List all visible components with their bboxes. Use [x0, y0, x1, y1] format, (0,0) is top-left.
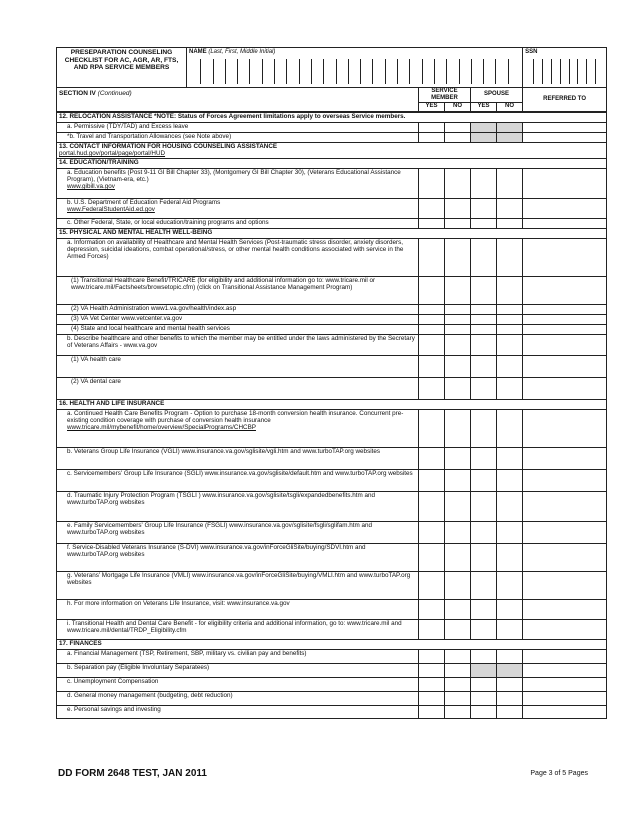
- sm-no-checkbox[interactable]: [445, 276, 471, 304]
- referred-to-field[interactable]: [523, 649, 607, 663]
- item-text: a. Continued Health Care Benefits Program - Option to purchase 18-month conversion health insurance. Concurrent pre-existing condition coverage with purchase of conversion health insurance www.tricare.mil/mybenefit/home/overview/SpecialPrograms/CHCBP: [57, 409, 419, 447]
- ssn-field[interactable]: [523, 48, 607, 88]
- spouse-col: SPOUSE: [471, 88, 523, 103]
- section-row: [57, 399, 607, 409]
- url-link[interactable]: www.gibill.va.gov: [67, 183, 115, 191]
- url-link[interactable]: www.FederalStudentAid.ed.gov: [67, 205, 155, 213]
- referred-to-field[interactable]: [523, 619, 607, 639]
- sm-yes: YES: [419, 103, 445, 112]
- sm-yes-checkbox[interactable]: [419, 543, 445, 571]
- sm-yes-checkbox[interactable]: [419, 377, 445, 399]
- section-title: 16. HEALTH AND LIFE INSURANCE: [57, 399, 607, 409]
- sm-no-checkbox[interactable]: [445, 123, 471, 133]
- item-text: *b. Travel and Transportation Allowances (see Note above): [57, 133, 419, 143]
- checklist-item-row: [57, 491, 607, 521]
- referred-to-field[interactable]: [523, 469, 607, 491]
- section-title: 12. RELOCATION ASSISTANCE *NOTE: Status of Forces Agreement limitations apply to overseas Service members.: [57, 113, 607, 123]
- sp-yes-checkbox[interactable]: [471, 133, 497, 143]
- checklist-item-row: [57, 705, 607, 718]
- sp-yes-checkbox[interactable]: [471, 447, 497, 469]
- checklist-item-row: [57, 599, 607, 619]
- sp-yes-checkbox[interactable]: [471, 705, 497, 718]
- sm-yes-checkbox[interactable]: [419, 677, 445, 691]
- sm-yes-checkbox[interactable]: [419, 649, 445, 663]
- referred-to-field[interactable]: [523, 334, 607, 355]
- sp-no-checkbox[interactable]: [497, 447, 523, 469]
- sm-no-checkbox[interactable]: [445, 377, 471, 399]
- sp-no-checkbox[interactable]: [497, 663, 523, 677]
- checklist-item-row: [57, 377, 607, 399]
- sp-yes-checkbox[interactable]: [471, 324, 497, 334]
- sp-no-checkbox[interactable]: [497, 198, 523, 218]
- checklist-item-row: [57, 355, 607, 377]
- item-text: g. Veterans' Mortgage Life Insurance (VMLI) www.insurance.va.gov/inForceGliSite/buying/VMLI.htm and www.turboTAP.org websites: [57, 571, 419, 599]
- checklist-item-row: [57, 276, 607, 304]
- sm-yes-checkbox[interactable]: [419, 663, 445, 677]
- item-text: a. Financial Management (TSP, Retirement, SBP, military vs. civilian pay and benefits): [57, 649, 419, 663]
- sm-no-checkbox[interactable]: [445, 521, 471, 543]
- name-field[interactable]: [187, 48, 523, 88]
- checklist-item-row: [57, 447, 607, 469]
- sp-yes-checkbox[interactable]: [471, 409, 497, 447]
- sm-yes-checkbox[interactable]: [419, 324, 445, 334]
- sp-yes-checkbox[interactable]: [471, 491, 497, 521]
- sm-no: NO: [445, 103, 471, 112]
- checklist-table: [56, 112, 607, 719]
- item-text: b. U.S. Department of Education Federal Aid Programs www.FederalStudentAid.ed.gov: [57, 198, 419, 218]
- checklist-item-row: [57, 663, 607, 677]
- sm-yes-checkbox[interactable]: [419, 168, 445, 198]
- sp-no-checkbox[interactable]: [497, 599, 523, 619]
- sm-yes-checkbox[interactable]: [419, 571, 445, 599]
- checklist-item-row: [57, 168, 607, 198]
- checklist-item-row: [57, 133, 607, 143]
- checklist-item-row: [57, 218, 607, 228]
- sp-yes-checkbox[interactable]: [471, 198, 497, 218]
- referred-to-field[interactable]: [523, 324, 607, 334]
- sm-no-checkbox[interactable]: [445, 198, 471, 218]
- referred-to-field[interactable]: [523, 314, 607, 324]
- sm-no-checkbox[interactable]: [445, 691, 471, 705]
- referred-to-field[interactable]: [523, 409, 607, 447]
- sp-yes-checkbox[interactable]: [471, 469, 497, 491]
- sp-no-checkbox[interactable]: [497, 218, 523, 228]
- sp-yes-checkbox[interactable]: [471, 619, 497, 639]
- sp-no-checkbox[interactable]: [497, 276, 523, 304]
- sm-no-checkbox[interactable]: [445, 324, 471, 334]
- sm-yes-checkbox[interactable]: [419, 314, 445, 324]
- sm-no-checkbox[interactable]: [445, 238, 471, 276]
- sm-no-checkbox[interactable]: [445, 491, 471, 521]
- item-text: (1) VA health care: [57, 355, 419, 377]
- ssn-boxes[interactable]: [525, 59, 604, 84]
- name-label: NAME: [189, 49, 207, 55]
- ssn-label: SSN: [525, 49, 538, 55]
- sm-no-checkbox[interactable]: [445, 168, 471, 198]
- checklist-item-row: [57, 334, 607, 355]
- checklist-form: [56, 47, 586, 719]
- item-text: i. Transitional Health and Dental Care Benefit - for eligibility criteria and additional information, go to: www.tricare.mil and www.tricare.mil/dental/TRDP_Eligibility.cfm: [57, 619, 419, 639]
- sm-no-checkbox[interactable]: [445, 133, 471, 143]
- sm-yes-checkbox[interactable]: [419, 238, 445, 276]
- item-text: f. Service-Disabled Veterans Insurance (S-DVI) www.insurance.va.gov/inForceGliSite/buying/SDVI.htm and www.turboTAP.org websites: [57, 543, 419, 571]
- sp-yes-checkbox[interactable]: [471, 304, 497, 314]
- sp-no-checkbox[interactable]: [497, 521, 523, 543]
- sp-no-checkbox[interactable]: [497, 705, 523, 718]
- sp-yes-checkbox[interactable]: [471, 218, 497, 228]
- referred-to-field[interactable]: [523, 571, 607, 599]
- sp-yes-checkbox[interactable]: [471, 334, 497, 355]
- sm-yes-checkbox[interactable]: [419, 123, 445, 133]
- sp-no-checkbox[interactable]: [497, 377, 523, 399]
- sp-no-checkbox[interactable]: [497, 677, 523, 691]
- sp-no-checkbox[interactable]: [497, 314, 523, 324]
- service-member-col: SERVICE MEMBER: [419, 88, 471, 103]
- sm-no-checkbox[interactable]: [445, 599, 471, 619]
- item-text: (1) Transitional Healthcare Benefit/TRICARE (for eligibility and additional information go to: www.tricare.mil or www.tricare.mil/Factsheets/browsetopic.cfm) (click on Transitional Assistance Management Program): [57, 276, 419, 304]
- sp-no-checkbox[interactable]: [497, 238, 523, 276]
- sp-yes-checkbox[interactable]: [471, 355, 497, 377]
- sm-yes-checkbox[interactable]: [419, 447, 445, 469]
- referred-to-field[interactable]: [523, 238, 607, 276]
- checklist-item-row: [57, 543, 607, 571]
- item-text: (2) VA dental care: [57, 377, 419, 399]
- sm-no-checkbox[interactable]: [445, 677, 471, 691]
- sp-no-checkbox[interactable]: [497, 334, 523, 355]
- form-title: PRESEPARATION COUNSELING CHECKLIST FOR AC, AGR, AR, FTS, AND RPA SERVICE MEMBERS: [57, 48, 187, 88]
- sp-no-checkbox[interactable]: [497, 304, 523, 314]
- item-text: d. Traumatic Injury Protection Program (TSGLI ) www.insurance.va.gov/sglisite/tsgli/expandedbenefits.htm and www.turboTAP.org websites: [57, 491, 419, 521]
- item-text: b. Veterans Group Life Insurance (VGLI) www.insurance.va.gov/sglisite/vgli.htm and www.turboTAP.org websites: [57, 447, 419, 469]
- section-row: [57, 228, 607, 238]
- sp-yes-checkbox[interactable]: [471, 377, 497, 399]
- sm-yes-checkbox[interactable]: [419, 491, 445, 521]
- sp-yes-checkbox[interactable]: [471, 543, 497, 571]
- referred-to-field[interactable]: [523, 691, 607, 705]
- referred-to-field[interactable]: [523, 543, 607, 571]
- sp-yes-checkbox[interactable]: [471, 691, 497, 705]
- referred-to-field[interactable]: [523, 355, 607, 377]
- section-row: [57, 113, 607, 123]
- sp-no-checkbox[interactable]: [497, 649, 523, 663]
- sm-yes-checkbox[interactable]: [419, 521, 445, 543]
- header-table: [56, 47, 607, 112]
- name-boxes[interactable]: [189, 59, 520, 84]
- sp-yes-checkbox[interactable]: [471, 314, 497, 324]
- item-text: b. Separation pay (Eligible Involuntary Separatees): [57, 663, 419, 677]
- referred-to-field[interactable]: [523, 218, 607, 228]
- sp-no-checkbox[interactable]: [497, 355, 523, 377]
- sm-no-checkbox[interactable]: [445, 409, 471, 447]
- item-text: a. Information on availability of Healthcare and Mental Health Services (Post-traumatic stress disorder, anxiety disorders, depression, suicidal ideations, combat operational/stress, or other mental health conditions associated with service in the Armed Forces): [57, 238, 419, 276]
- sp-no-checkbox[interactable]: [497, 491, 523, 521]
- item-text: (2) VA Health Administration www1.va.gov/health/index.asp: [57, 304, 419, 314]
- referred-to-field[interactable]: [523, 377, 607, 399]
- checklist-item-row: [57, 314, 607, 324]
- item-text: c. Unemployment Compensation: [57, 677, 419, 691]
- referred-to-field[interactable]: [523, 304, 607, 314]
- name-hint: (Last, First, Middle Initial): [208, 49, 276, 55]
- checklist-item-row: [57, 521, 607, 543]
- sm-yes-checkbox[interactable]: [419, 469, 445, 491]
- item-text: e. Family Servicemembers' Group Life Insurance (FSGLI) www.insurance.va.gov/sglisite/fsgli/sglifam.htm and www.turboTAP.org websites: [57, 521, 419, 543]
- sm-no-checkbox[interactable]: [445, 619, 471, 639]
- section-title: 14. EDUCATION/TRAINING: [57, 158, 607, 168]
- sp-yes-checkbox[interactable]: [471, 238, 497, 276]
- sm-yes-checkbox[interactable]: [419, 133, 445, 143]
- sp-no-checkbox[interactable]: [497, 168, 523, 198]
- checklist-item-row: [57, 649, 607, 663]
- item-text: (3) VA Vet Center www.vetcenter.va.gov: [57, 314, 419, 324]
- sm-yes-checkbox[interactable]: [419, 599, 445, 619]
- item-text: b. Describe healthcare and other benefits to which the member may be entitled under the laws administered by the Secretary of Veterans Affairs - www.va.gov: [57, 334, 419, 355]
- referred-to-field[interactable]: [523, 705, 607, 718]
- item-text: a. Permissive (TDY/TAD) and Excess leave: [57, 123, 419, 133]
- sp-no-checkbox[interactable]: [497, 409, 523, 447]
- sm-no-checkbox[interactable]: [445, 314, 471, 324]
- sp-yes: YES: [471, 103, 497, 112]
- checklist-item-row: [57, 324, 607, 334]
- item-text: (4) State and local healthcare and mental health services: [57, 324, 419, 334]
- item-text: e. Personal savings and investing: [57, 705, 419, 718]
- sm-no-checkbox[interactable]: [445, 663, 471, 677]
- checklist-item-row: [57, 304, 607, 314]
- checklist-item-row: [57, 469, 607, 491]
- sp-yes-checkbox[interactable]: [471, 677, 497, 691]
- sm-yes-checkbox[interactable]: [419, 218, 445, 228]
- sm-no-checkbox[interactable]: [445, 571, 471, 599]
- referred-to-field[interactable]: [523, 663, 607, 677]
- referred-to-field[interactable]: [523, 521, 607, 543]
- section-row: [57, 158, 607, 168]
- section-row: [57, 143, 607, 159]
- checklist-item-row: [57, 571, 607, 599]
- checklist-item-row: [57, 619, 607, 639]
- sm-no-checkbox[interactable]: [445, 469, 471, 491]
- sp-no-checkbox[interactable]: [497, 571, 523, 599]
- form-number: DD FORM 2648 TEST, JAN 2011: [58, 768, 207, 779]
- referred-to-field[interactable]: [523, 599, 607, 619]
- sm-no-checkbox[interactable]: [445, 649, 471, 663]
- sm-yes-checkbox[interactable]: [419, 705, 445, 718]
- item-text: d. General money management (budgeting, debt reduction): [57, 691, 419, 705]
- sp-no: NO: [497, 103, 523, 112]
- checklist-item-row: [57, 198, 607, 218]
- sm-yes-checkbox[interactable]: [419, 304, 445, 314]
- sp-no-checkbox[interactable]: [497, 691, 523, 705]
- checklist-item-row: [57, 409, 607, 447]
- referred-to-field[interactable]: [523, 123, 607, 133]
- referred-to-field[interactable]: [523, 491, 607, 521]
- sp-yes-checkbox[interactable]: [471, 276, 497, 304]
- section-row: [57, 639, 607, 649]
- sm-no-checkbox[interactable]: [445, 334, 471, 355]
- sm-yes-checkbox[interactable]: [419, 334, 445, 355]
- url-link[interactable]: www.tricare.mil/mybenefit/home/overview/SpecialPrograms/CHCBP: [67, 424, 256, 432]
- sp-no-checkbox[interactable]: [497, 543, 523, 571]
- sp-no-checkbox[interactable]: [497, 469, 523, 491]
- referred-to-field[interactable]: [523, 677, 607, 691]
- sp-yes-checkbox[interactable]: [471, 599, 497, 619]
- sm-yes-checkbox[interactable]: [419, 355, 445, 377]
- url-link[interactable]: portal.hud.gov/portal/page/portal/HUD: [59, 150, 166, 158]
- sp-yes-checkbox[interactable]: [471, 123, 497, 133]
- item-text: h. For more information on Veterans Life Insurance, visit: www.insurance.va.gov: [57, 599, 419, 619]
- referred-to-field[interactable]: [523, 276, 607, 304]
- sp-no-checkbox[interactable]: [497, 619, 523, 639]
- referred-to-field[interactable]: [523, 447, 607, 469]
- sm-no-checkbox[interactable]: [445, 355, 471, 377]
- referred-to-col: REFERRED TO: [523, 88, 607, 112]
- checklist-item-row: [57, 123, 607, 133]
- sm-yes-checkbox[interactable]: [419, 619, 445, 639]
- sp-yes-checkbox[interactable]: [471, 649, 497, 663]
- page-number: Page 3 of 5 Pages: [530, 770, 588, 777]
- sm-no-checkbox[interactable]: [445, 304, 471, 314]
- item-text: c. Other Federal, State, or local education/training programs and options: [57, 218, 419, 228]
- referred-to-field[interactable]: [523, 133, 607, 143]
- checklist-item-row: [57, 238, 607, 276]
- checklist-item-row: [57, 691, 607, 705]
- sp-no-checkbox[interactable]: [497, 123, 523, 133]
- item-text: a. Education benefits (Post 9-11 GI Bill Chapter 33), (Montgomery GI Bill Chapter 30), (Veterans Educational Assistance Program), (Vietnam-era, etc.) www.gibill.va.gov: [57, 168, 419, 198]
- sm-yes-checkbox[interactable]: [419, 198, 445, 218]
- section-heading: SECTION IV (Continued): [57, 88, 419, 112]
- item-text: c. Servicemembers' Group Life Insurance (SGLI) www.insurance.va.gov/sglisite/default.htm and www.turboTAP.org websites: [57, 469, 419, 491]
- sm-no-checkbox[interactable]: [445, 447, 471, 469]
- section-title: 15. PHYSICAL AND MENTAL HEALTH WELL-BEING: [57, 228, 607, 238]
- referred-to-field[interactable]: [523, 168, 607, 198]
- sp-no-checkbox[interactable]: [497, 324, 523, 334]
- sm-no-checkbox[interactable]: [445, 543, 471, 571]
- sm-no-checkbox[interactable]: [445, 705, 471, 718]
- sp-yes-checkbox[interactable]: [471, 521, 497, 543]
- sm-yes-checkbox[interactable]: [419, 276, 445, 304]
- checklist-item-row: [57, 677, 607, 691]
- sp-no-checkbox[interactable]: [497, 133, 523, 143]
- section-title: 13. CONTACT INFORMATION FOR HOUSING COUNSELING ASSISTANCE portal.hud.gov/portal/page/portal/HUD: [57, 143, 607, 159]
- referred-to-field[interactable]: [523, 198, 607, 218]
- sp-yes-checkbox[interactable]: [471, 168, 497, 198]
- sm-yes-checkbox[interactable]: [419, 691, 445, 705]
- sm-yes-checkbox[interactable]: [419, 409, 445, 447]
- sp-yes-checkbox[interactable]: [471, 571, 497, 599]
- sm-no-checkbox[interactable]: [445, 218, 471, 228]
- section-title: 17. FINANCES: [57, 639, 607, 649]
- sp-yes-checkbox[interactable]: [471, 663, 497, 677]
